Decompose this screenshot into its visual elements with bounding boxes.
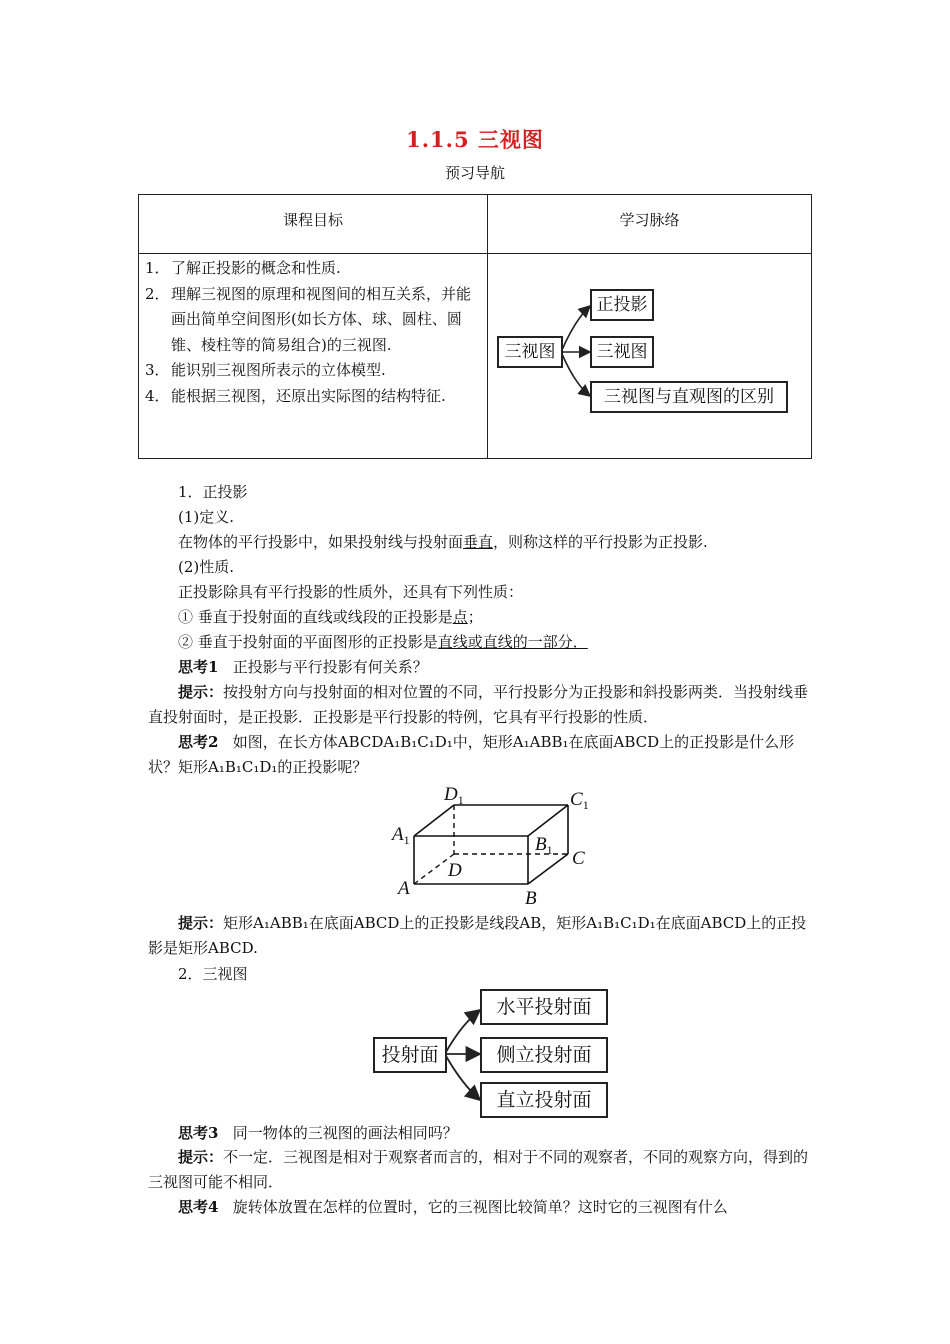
projection-branch-box: 直立投射面 xyxy=(480,1082,608,1118)
list-item: 2． 理解三视图的原理和视图间的相互关系，并能画出简单空间图形(如长方体、球、圆柱、圆锥、棱柱等的简易组合)的三视图. xyxy=(145,284,472,354)
vertex-label-b1: $B_1$ xyxy=(535,834,553,857)
list-item: 4． 能根据三视图，还原出实际图的结构特征. xyxy=(145,386,446,405)
property-1: ① 垂直于投射面的直线或线段的正投影是点； xyxy=(178,608,483,626)
section-heading: 1．正投影 xyxy=(178,483,248,501)
page-subtitle: 预习导航 xyxy=(444,164,505,182)
hint-3: 提示：不一定．三视图是相对于观察者而言的，相对于不同的观察者，不同的观察方向，得到的三视图可能不相同． xyxy=(148,1148,809,1191)
cuboid-figure xyxy=(390,780,600,910)
think-4: 思考4 旋转体放置在怎样的位置时，它的三视图比较简单？这时它的三视图有什么 xyxy=(178,1198,728,1216)
vertex-label-a: A xyxy=(398,878,410,899)
vertex-label-a1: $A_1$ xyxy=(392,824,410,847)
projection-branch-box: 侧立投射面 xyxy=(480,1037,608,1073)
outline-branch-box: 三视图 xyxy=(590,336,654,368)
outline-root-box: 三视图 xyxy=(497,336,563,368)
outline-branch-box: 正投影 xyxy=(590,289,654,321)
hint-2: 提示：矩形A₁ABB₁在底面ABCD上的正投影是线段AB，矩形A₁B₁C₁D₁在底面ABCD上的正投影是矩形ABCD. xyxy=(148,914,807,957)
list-item: 3． 能识别三视图所表示的立体模型. xyxy=(145,361,386,379)
vertex-label-d1: $D_1$ xyxy=(444,784,464,807)
projection-branch-box: 水平投射面 xyxy=(480,989,608,1025)
think-3: 思考3 同一物体的三视图的画法相同吗？ xyxy=(178,1124,458,1142)
goals-list xyxy=(139,254,488,459)
outline-branch-box: 三视图与直观图的区别 xyxy=(590,381,788,413)
property-intro: 正投影除具有平行投影的性质外，还具有下列性质： xyxy=(178,583,524,601)
definition-text: 在物体的平行投影中，如果投射线与投射面垂直，则称这样的平行投影为正投影. xyxy=(178,533,708,551)
page-title: 1.1.5 三视图 xyxy=(406,127,544,152)
hint-1: 提示：按投射方向与投射面的相对位置的不同，平行投影分为正投影和斜投影两类．当投射线垂直投射面时，是正投影．正投影是平行投影的特例，它具有平行投影的性质． xyxy=(148,683,809,726)
col-header-outline: 学习脉络 xyxy=(488,195,812,254)
vertex-label-c1: $C_1$ xyxy=(570,789,589,812)
think-2: 思考2 如图，在长方体ABCDA₁B₁C₁D₁中，矩形A₁ABB₁在底面ABCD上的正投影是什么形状？矩形A₁B₁C₁D₁的正投影呢？ xyxy=(148,733,795,776)
section-heading: 2．三视图 xyxy=(178,965,248,983)
property-2: ② 垂直于投射面的平面图形的正投影是直线或直线的一部分． xyxy=(178,633,588,651)
projection-root-box: 投射面 xyxy=(373,1037,447,1073)
col-header-goals: 课程目标 xyxy=(139,195,488,254)
property-label: (2)性质. xyxy=(178,558,235,576)
definition-label: (1)定义. xyxy=(178,508,235,526)
list-item: 1． 了解正投影的概念和性质. xyxy=(145,259,341,277)
vertex-label-d: D xyxy=(448,860,462,881)
think-1: 思考1 正投影与平行投影有何关系？ xyxy=(178,658,428,676)
vertex-label-b: B xyxy=(525,888,537,909)
vertex-label-c: C xyxy=(572,848,585,869)
